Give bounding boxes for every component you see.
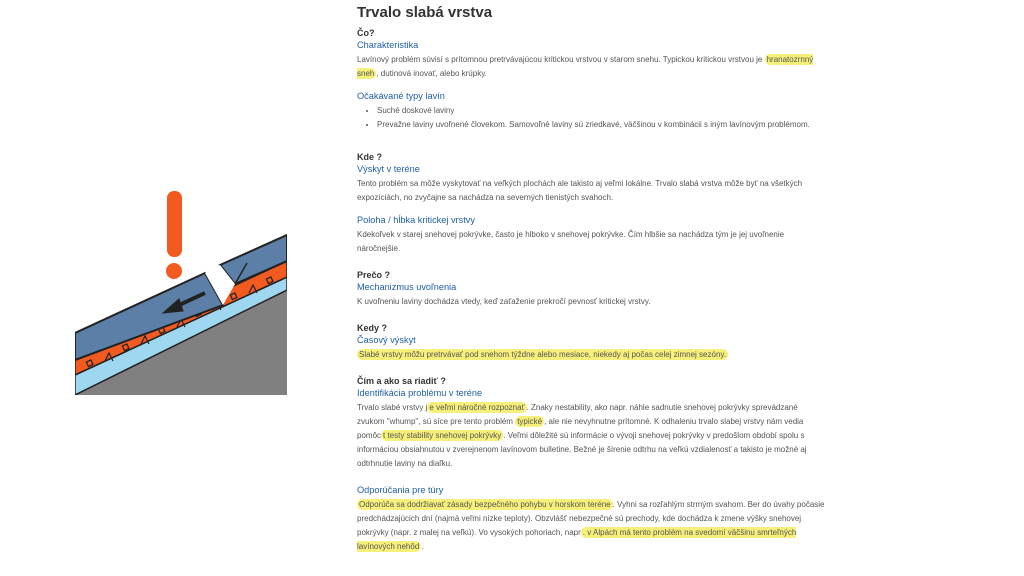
heading-ocakavane-typy: Očakávané typy lavín	[357, 91, 445, 101]
section-preco	[357, 270, 827, 309]
heading-charakteristika: Charakteristika	[357, 40, 419, 50]
highlight: Slabé vrstvy môžu pretrvávať pod snehom týždne alebo mesiace, niekedy aj počas celej zimnej sezóny.	[359, 350, 727, 359]
weak-layer-warning-icon	[75, 185, 287, 395]
text-odporucania: Odporúča sa dodržiavať zásady bezpečného pohybu v horskom teréne . Vyhni sa rozľahlým strmým svahom. Ber do úvahy počasie predchádzajúcich dní (najmä veľmi nízke teploty). Obzvlášť nebezpečné sú prechody, kde dochádza k zmene výšky snehovej pokrývky (napr. z malej na veľkú). Vo vysokých pohoriach, napr . v Alpách má tento problém na svedomí väčšinu smrteľných lavínových nehôd .	[357, 500, 825, 551]
text-casovy-vyskyt	[357, 348, 827, 362]
highlight: e veľmi náročné rozpoznať	[429, 403, 525, 412]
section-odporucania	[357, 485, 827, 554]
section-cim	[357, 376, 827, 471]
question-co: Čo?	[357, 28, 375, 38]
text-charakteristika: Lavínový problém súvisí s prítomnou pretrvávajúcou kritickou vrstvou v starom snehu. Typickou kritickou vrstvou je hranatozrnný sneh , dutinová inovať, alebo krúpky.	[357, 55, 814, 78]
weak-layer-illustration	[75, 185, 287, 395]
highlight: typické	[517, 417, 543, 426]
question-kedy: Kedy ?	[357, 323, 388, 333]
heading-casovy-vyskyt: Časový výskyt	[357, 335, 416, 345]
heading-identifikacia: Identifikácia problému v teréne	[357, 388, 483, 398]
section-kde	[357, 152, 827, 256]
question-kde: Kde ?	[357, 152, 383, 162]
exclamation-dot	[166, 263, 182, 279]
highlight: hranatozrnný sneh	[357, 55, 814, 78]
list-item: • Prevažne laviny uvoľnené človekom. Samovoľné laviny sú zriedkavé, väčšinou v kombinácii s iným lavínovým problémom.	[377, 118, 827, 132]
article	[357, 0, 827, 568]
exclamation-bar	[167, 191, 182, 257]
highlight: . v Alpách má tento problém na svedomí väčšinu smrteľných lavínových nehôd	[357, 528, 797, 551]
text-mechanizmus: K uvoľneniu laviny dochádza vtedy, keď zaťaženie prekročí pevnosť kritickej vrstvy.	[357, 297, 651, 306]
section-co	[357, 28, 827, 132]
heading-poloha: Poloha / hĺbka kritickej vrstvy	[357, 215, 475, 225]
highlight: Odporúča sa dodržiavať zásady bezpečného pohybu v horskom teréne	[359, 500, 611, 509]
section-kedy	[357, 323, 827, 362]
heading-mechanizmus: Mechanizmus uvoľnenia	[357, 282, 457, 292]
list-item: • Suché doskové laviny	[377, 104, 827, 118]
text-poloha: Kdekoľvek v starej snehovej pokrývke, často je hlboko v snehovej pokrývke. Čím hlbšie sa nachádza tým je jej uvoľnenie náročnejšie.	[357, 230, 785, 253]
heading-odporucania: Odporúčania pre túry	[357, 485, 444, 495]
question-preco: Prečo ?	[357, 270, 391, 280]
page-title: Trvalo slabá vrstva	[357, 4, 493, 21]
text-vyskyt: Tento problém sa môže vyskytovať na veľkých plochách ale takisto aj veľmi lokálne. Trvalo slabá vrstva môže byť na všetkých expozíciách, no zvyčajne sa nachádza na severných tienistých svahoch.	[357, 179, 803, 202]
highlight: t testy stability snehovej pokrývky	[383, 431, 502, 440]
question-cim: Čím a ako sa riadiť ?	[357, 376, 446, 386]
heading-vyskyt: Výskyt v teréne	[357, 164, 420, 174]
list-typy-lavin	[357, 104, 827, 132]
text-identifikacia: Trvalo slabé vrstvy j e veľmi náročné rozpoznať . Znaky nestability, ako napr. náhle sadnutie snehovej pokrývky sprevádzané zvukom "whump", sú síce pre tento problém typické , ale nie nevyhnutne prítomné. K odhaleniu trvalo slabej vrstvy nám vedia pomôc t testy stability snehovej pokrývky . Veľmi dôležité sú informácie o vývoji snehovej pokrývky v predošlom období spolu s informáciou obsiahnutou v zverejnenom lavínovom bulletine. Bežné je šírenie odtrhu na veľkú vzdialenosť a takisto je možné aj odtrhnutie laviny na diaľku.	[357, 403, 807, 468]
